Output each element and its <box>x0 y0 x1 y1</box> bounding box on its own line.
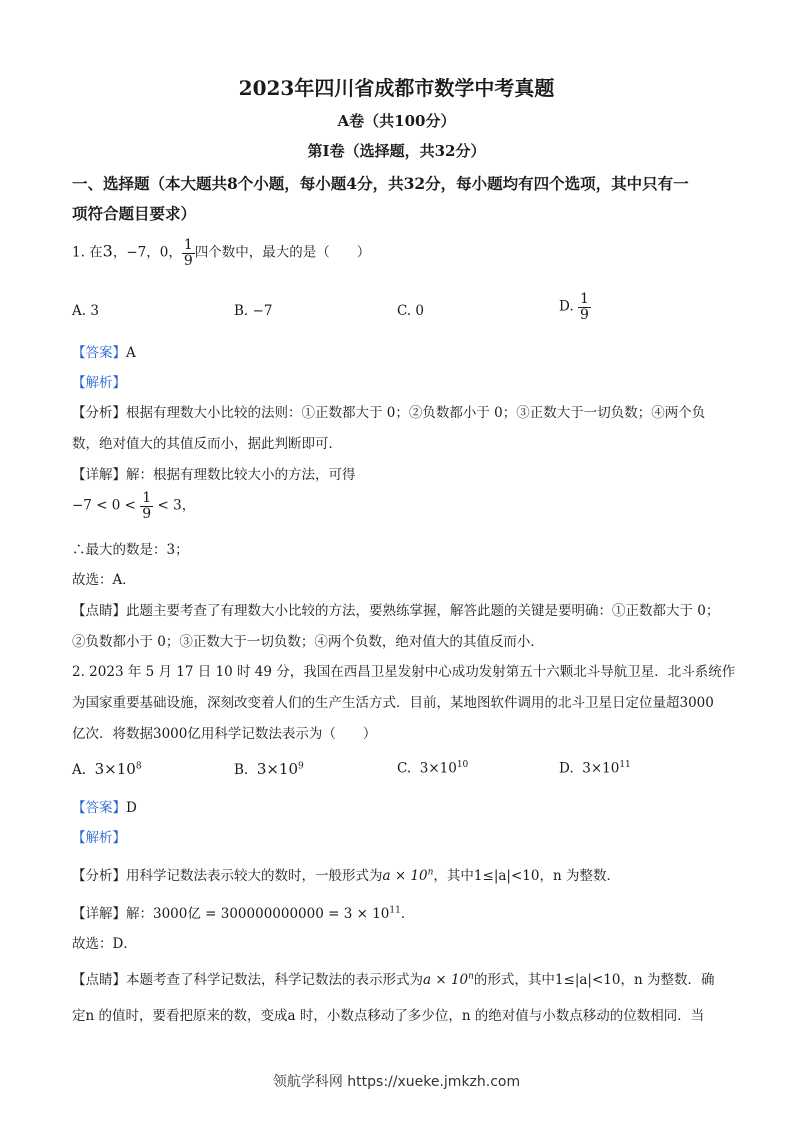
fenxi-tag: 【分析】 <box>72 868 126 884</box>
q2-option-d <box>559 760 631 777</box>
q1-sep: ， <box>168 244 182 261</box>
q2-stem-line1: 2. 2023 年 5 月 17 日 10 时 49 分，我国在西昌卫星发射中心成功发射第五十六颗北斗导航卫星．北斗系统作 <box>72 664 736 680</box>
q2-xiangjie-expr: 3000亿 = 300000000000 = 3 × 10 <box>153 906 390 922</box>
q2-fenxi-text: 用科学记数法表示较大的数时，一般形式为 <box>126 868 383 884</box>
q1-number-neg7: −7 <box>126 244 147 261</box>
q2-xiangjie-end: ． <box>400 906 415 922</box>
q2-option-d-label: D. <box>559 760 574 777</box>
q1-fraction-num: 1 <box>183 237 193 253</box>
q2-dianjing-form-exp: n <box>468 971 474 982</box>
q1-number-3: 3 <box>102 241 113 261</box>
q2-fenxi-mid: ，其中 <box>433 868 474 884</box>
page-title: 2023年四川省成都市数学中考真题 <box>238 76 555 100</box>
q2-xiangjie <box>72 902 414 922</box>
q2-option-b-label: B. <box>234 762 249 778</box>
q1-xiangjie-text: 解：根据有理数比较大小的方法，可得 <box>126 467 356 483</box>
q1-ineq-fraction <box>140 491 153 521</box>
q2-fenxi <box>72 864 620 884</box>
q1-fraction <box>182 238 195 268</box>
q1-choose: 故选：A． <box>72 572 136 588</box>
q1-fenxi-line1 <box>72 401 705 421</box>
q2-choose: 故选：D． <box>72 936 137 952</box>
q2-fenxi-n: ，n 为整数． <box>539 868 620 884</box>
volume-a-heading: A卷（共100分） <box>337 112 456 130</box>
q2-answer-value: D <box>126 800 137 816</box>
q1-sep: ， <box>112 244 127 261</box>
page-footer: 领航学科网 https://xueke.jmkzh.com <box>272 1074 521 1090</box>
q1-fenxi-line2: 数，绝对值大的其值反而小，据此判断即可． <box>72 436 342 452</box>
q2-fenxi-form: a × 10 <box>382 868 428 884</box>
q1-option-d-fraction <box>578 292 591 322</box>
q2-option-c-base: 3×10 <box>419 760 457 777</box>
q1-analysis-tag: 【解析】 <box>72 375 126 391</box>
q1-answer-value: A <box>126 345 136 361</box>
q2-dianjing-line1 <box>72 968 714 988</box>
q1-dianjing-line2: ②负数都小于 0；③正数大于一切负数；④两个负数，绝对值大的其值反而小． <box>72 634 544 650</box>
q1-option-d-num: 1 <box>579 291 589 307</box>
q2-option-b-base: 3×10 <box>256 760 299 778</box>
q1-inequality <box>72 491 195 521</box>
q1-stem <box>72 238 370 268</box>
q1-fenxi-text: 根据有理数大小比较的法则：①正数都大于 0；②负数都小于 0；③正数大于一切负数；④两个负 <box>126 405 706 421</box>
section1-heading-line2: 项符合题目要求） <box>72 204 197 223</box>
q2-answer <box>72 796 137 816</box>
answer-tag: 【答案】 <box>72 800 126 816</box>
answer-tag: 【答案】 <box>72 345 126 361</box>
q2-xiangjie-exp: 11 <box>389 905 401 916</box>
q2-option-c-label: C. <box>397 760 412 777</box>
q1-therefore: ∴最大的数是：3； <box>72 542 189 558</box>
q2-stem-line2: 为国家重要基础设施，深刻改变着人们的生产生活方式．目前，某地图软件调用的北斗卫星日定位量超3000 <box>72 695 714 711</box>
q1-suffix: 四个数中，最大的是（ ） <box>194 244 371 261</box>
q2-dianjing-line2: 定n 的值时，要看把原来的数，变成a 时，小数点移动了多少位，n 的绝对值与小数点移动的位数相同．当 <box>72 1008 705 1024</box>
q1-xiangjie <box>72 463 356 483</box>
q2-option-a <box>72 760 142 778</box>
q2-stem-line3: 亿次．将数据3000亿用科学记数法表示为（ ） <box>72 726 377 742</box>
q1-option-d <box>559 292 591 322</box>
dianjing-tag: 【点睛】 <box>72 972 126 988</box>
q2-dianjing-form: a × 10 <box>423 972 469 988</box>
q2-option-c-exp: 10 <box>456 760 469 770</box>
q2-dianjing-text: 本题考查了科学记数法，科学记数法的表示形式为 <box>126 972 423 988</box>
q1-dianjing-text: 此题主要考查了有理数大小比较的方法，要熟练掌握，解答此题的关键是要明确：①正数都大于 0； <box>126 603 720 619</box>
q2-option-a-label: A. <box>72 762 87 778</box>
q2-option-c <box>397 760 468 777</box>
q1-ineq-right: < 3， <box>157 497 196 514</box>
q1-fraction-den: 9 <box>183 252 193 269</box>
section1-heading-line1: 一、选择题（本大题共8个小题，每小题4分，共32分，每小题均有四个选项，其中只有一 <box>72 174 689 193</box>
q1-number-0: 0 <box>159 244 169 261</box>
q1-ineq-den: 9 <box>142 505 152 522</box>
xiangjie-tag: 【详解】 <box>72 906 126 922</box>
q1-prefix: 1. 在 <box>72 244 103 261</box>
q2-option-d-base: 3×10 <box>582 760 620 777</box>
xiangjie-tag: 【详解】 <box>72 467 126 483</box>
q1-dianjing-line1 <box>72 599 719 619</box>
fenxi-tag: 【分析】 <box>72 405 126 421</box>
q2-dianjing-end: ，n 为整数．确 <box>620 972 715 988</box>
q2-fenxi-range: 1≤|a|<10 <box>473 868 540 884</box>
q2-fenxi-form-exp: n <box>427 867 434 878</box>
q1-ineq-num: 1 <box>142 490 152 506</box>
q2-option-b <box>234 760 304 778</box>
q2-xiangjie-pre: 解： <box>126 906 153 922</box>
q2-option-b-exp: 9 <box>298 761 304 772</box>
q1-option-c: C. 0 <box>397 303 425 319</box>
q2-dianjing-mid: 的形式，其中 <box>473 972 555 988</box>
q1-sep: ， <box>146 244 160 261</box>
volume-1-heading: 第Ⅰ卷（选择题，共32分） <box>307 142 486 160</box>
q1-answer <box>72 341 136 361</box>
q1-option-d-den: 9 <box>579 306 589 323</box>
q2-analysis-tag: 【解析】 <box>72 830 126 846</box>
q2-option-a-exp: 8 <box>135 761 142 772</box>
q2-option-a-base: 3×10 <box>94 760 136 778</box>
q1-option-d-label: D. <box>559 298 574 315</box>
q2-dianjing-range: 1≤|a|<10 <box>554 972 621 988</box>
q1-option-b: B. −7 <box>234 303 273 319</box>
q2-option-d-exp: 11 <box>619 760 631 770</box>
dianjing-tag: 【点睛】 <box>72 603 126 619</box>
q1-option-a: A. 3 <box>72 303 99 319</box>
q1-ineq-left: −7 < 0 < <box>72 497 136 514</box>
